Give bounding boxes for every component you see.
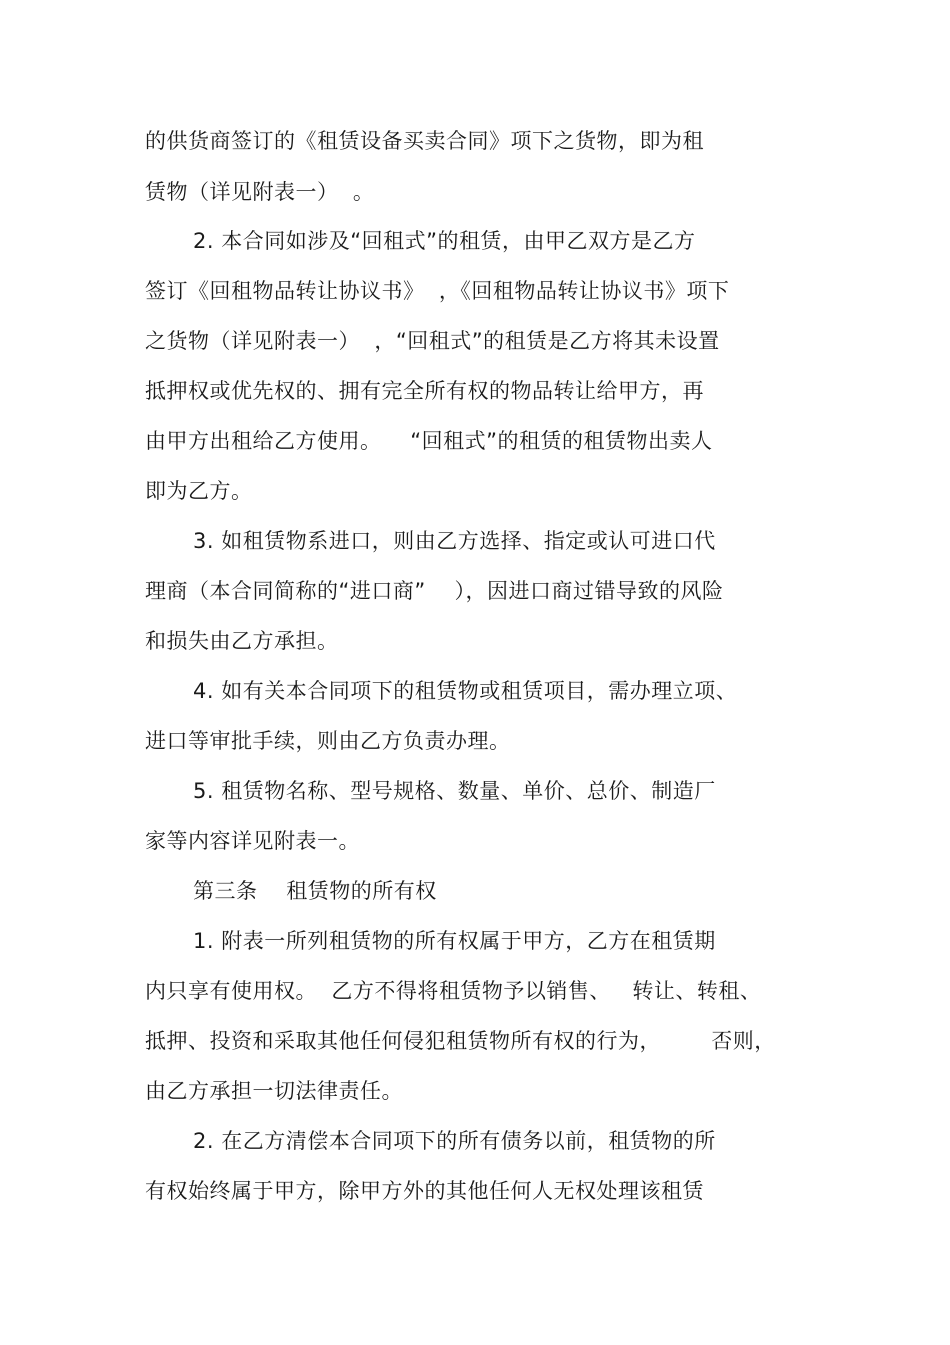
section-heading: 第三条 租赁物的所有权 <box>193 879 437 903</box>
text-line: 家等内容详见附表一。 <box>145 829 360 853</box>
paragraph-start-line: 1. 附表一所列租赁物的所有权属于甲方，乙方在租赁期 <box>193 929 716 953</box>
text-line: 有权始终属于甲方，除甲方外的其他任何人无权处理该租赁 <box>145 1179 704 1203</box>
text-line: 签订《回租物品转让协议书》 ，《回租物品转让协议书》项下 <box>145 279 730 303</box>
paragraph-start-line: 4. 如有关本合同项下的租赁物或租赁项目，需办理立项、 <box>193 679 738 703</box>
paragraph-start-line: 5. 租赁物名称、型号规格、数量、单价、总价、制造厂 <box>193 779 716 803</box>
text-line: 由甲方出租给乙方使用。 “回租式”的租赁的租赁物出卖人 <box>145 429 713 453</box>
text-line: 即为乙方。 <box>145 479 253 503</box>
text-line: 进口等审批手续，则由乙方负责办理。 <box>145 729 511 753</box>
paragraph-start-line: 2. 本合同如涉及“回租式”的租赁，由甲乙双方是乙方 <box>193 229 696 253</box>
text-line: 内只享有使用权。 乙方不得将租赁物予以销售、 转让、转租、 <box>145 979 762 1003</box>
text-line: 和损失由乙方承担。 <box>145 629 339 653</box>
text-line: 之货物（详见附表一） ，“回租式”的租赁是乙方将其未设置 <box>145 329 720 353</box>
text-line: 抵押、投资和采取其他任何侵犯租赁物所有权的行为， 否则， <box>145 1029 776 1053</box>
paragraph-start-line: 2. 在乙方清偿本合同项下的所有债务以前，租赁物的所 <box>193 1129 716 1153</box>
text-line: 赁物（详见附表一） 。 <box>145 180 375 204</box>
paragraph-start-line: 3. 如租赁物系进口，则由乙方选择、指定或认可进口代 <box>193 529 716 553</box>
text-line: 理商（本合同简称的“进口商” ），因进口商过错导致的风险 <box>145 579 724 603</box>
text-line: 由乙方承担一切法律责任。 <box>145 1079 403 1103</box>
text-line: 抵押权或优先权的、拥有完全所有权的物品转让给甲方，再 <box>145 379 704 403</box>
text-line: 的供货商签订的《租赁设备买卖合同》项下之货物，即为租 <box>145 129 704 153</box>
